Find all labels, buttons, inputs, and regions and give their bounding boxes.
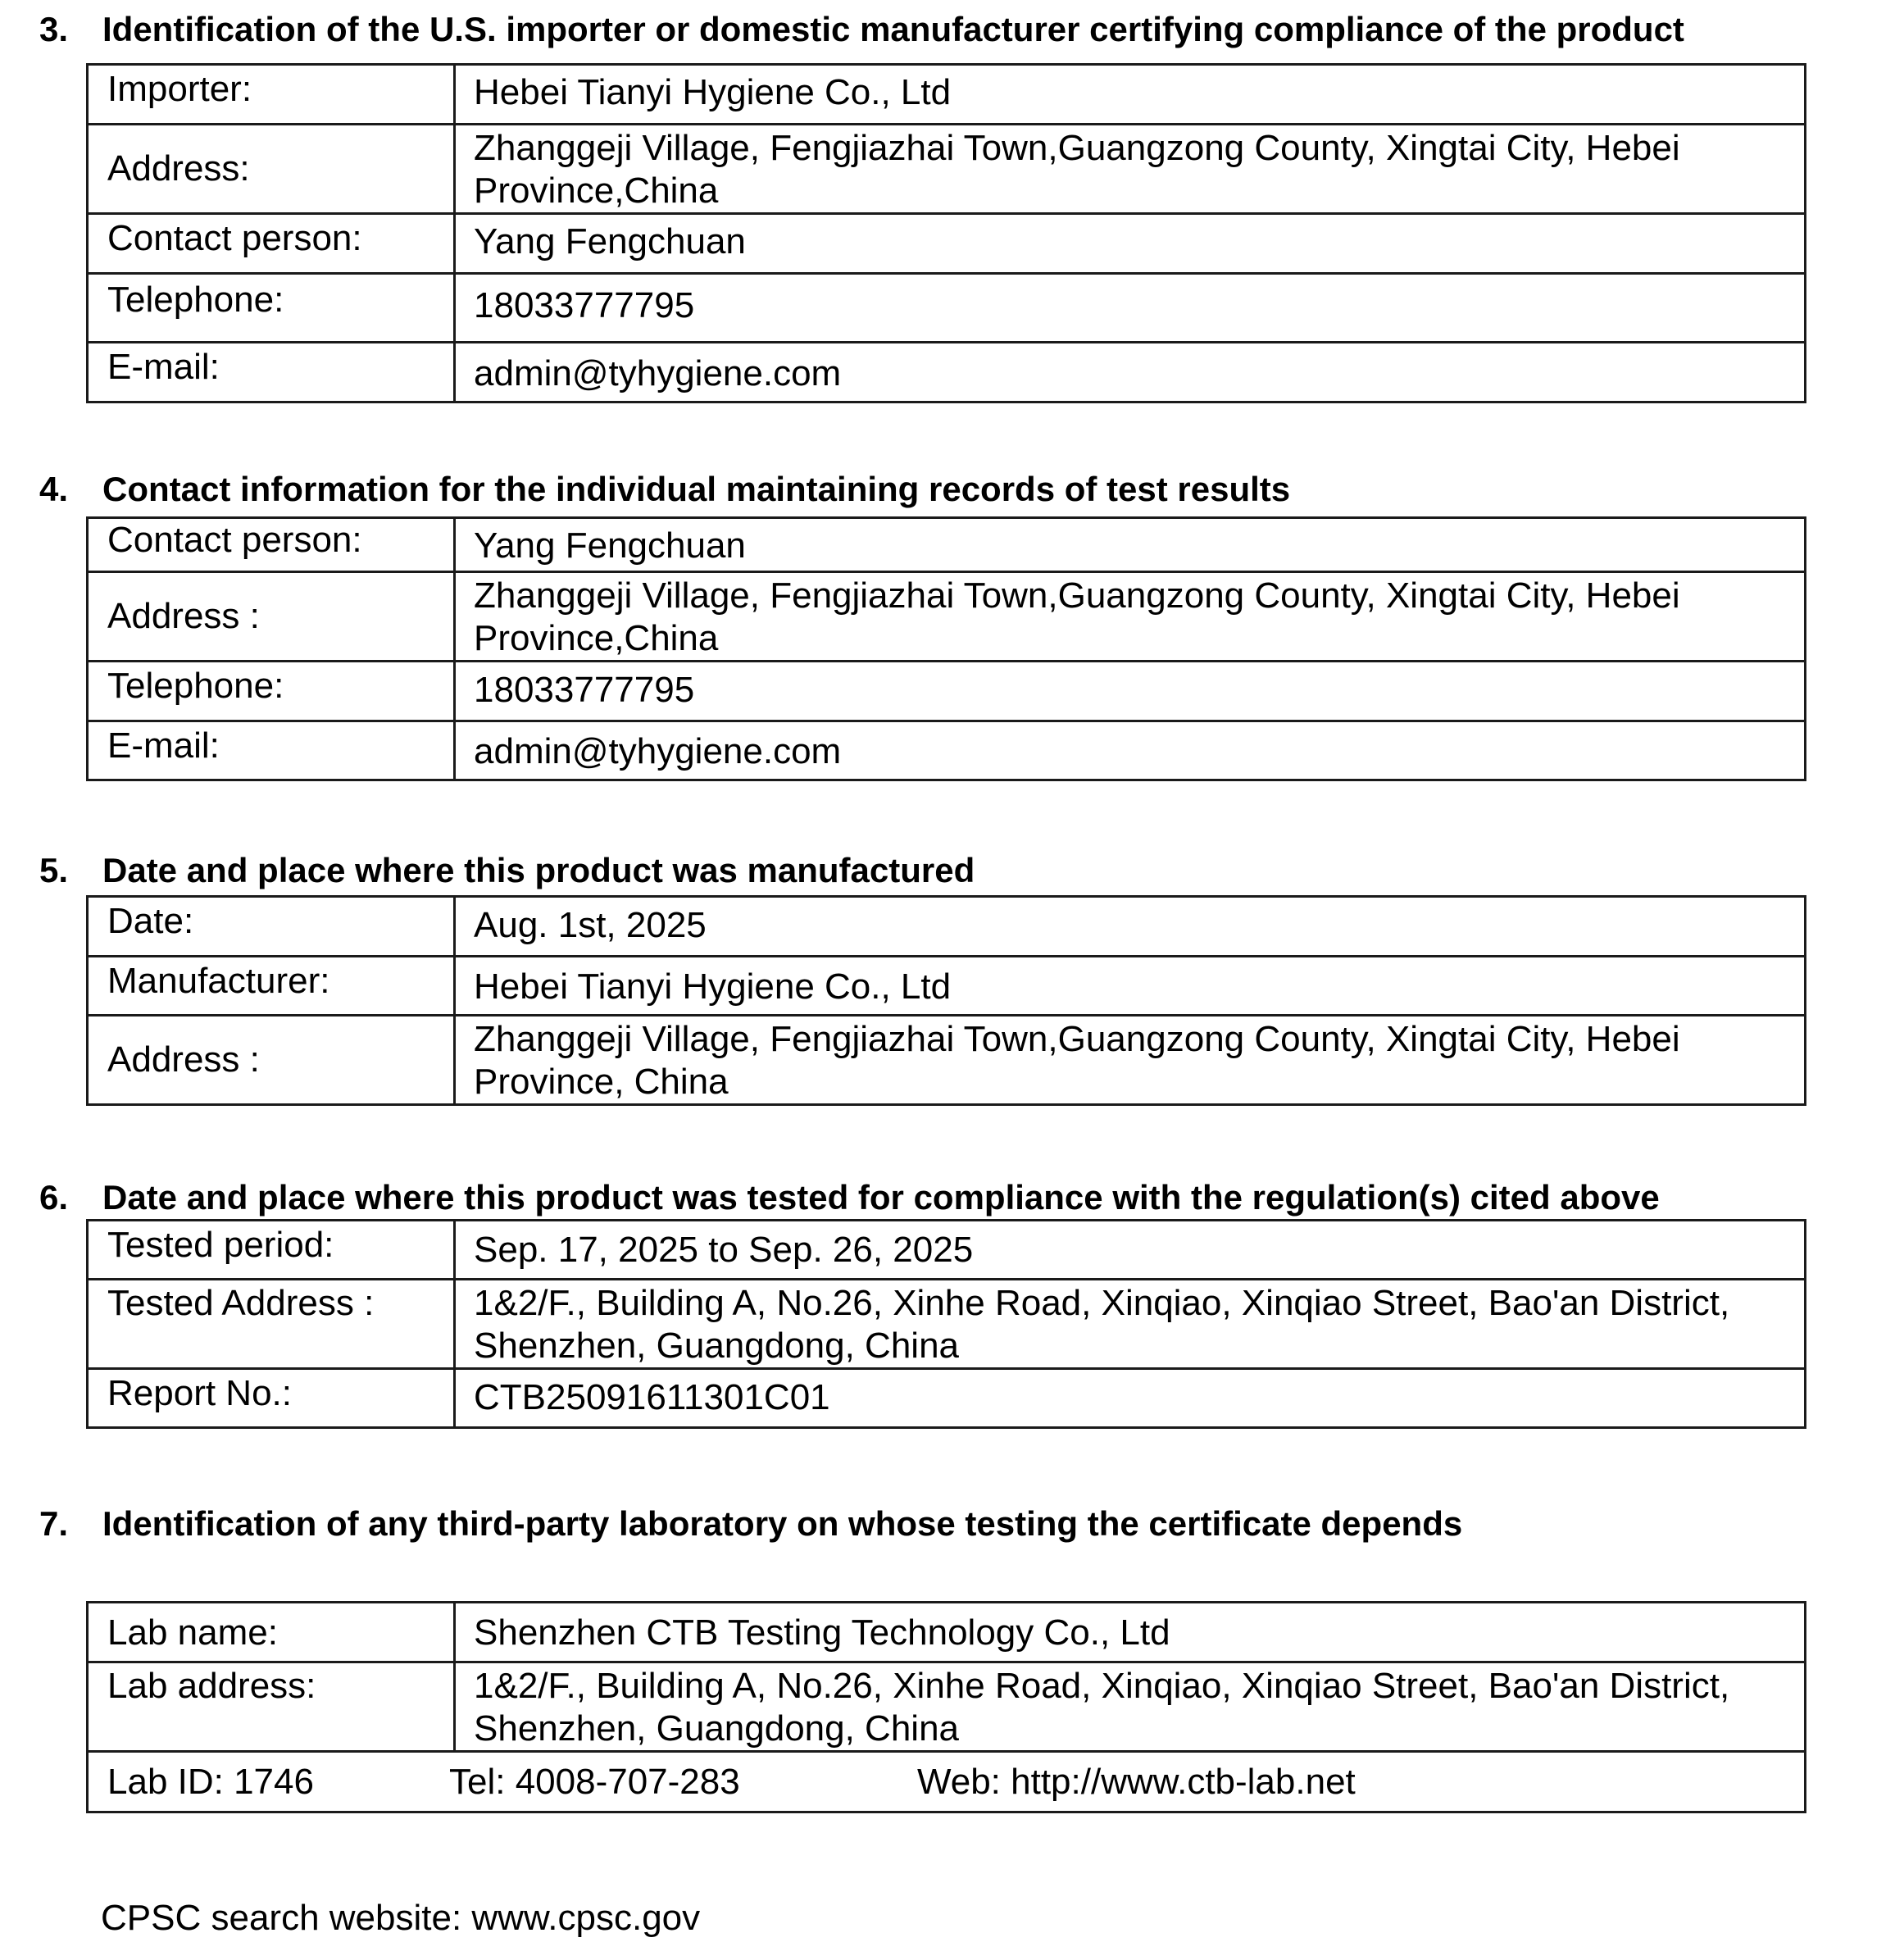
lab-web-link[interactable]: Web: http://www.ctb-lab.net <box>917 1762 1356 1802</box>
row-value: Yang Fengchuan <box>455 214 1806 274</box>
row-value: Yang Fengchuan <box>455 518 1806 572</box>
section-3-heading <box>39 9 1684 50</box>
row-label: Report No.: <box>88 1369 455 1428</box>
row-value: Aug. 1st, 2025 <box>455 897 1806 957</box>
row-label: Lab address: <box>88 1662 455 1752</box>
row-value: Hebei Tianyi Hygiene Co., Ltd <box>455 65 1806 125</box>
table-row <box>88 343 1806 402</box>
row-value: Zhanggeji Village, Fengjiazhai Town,Guangzong County, Xingtai City, Hebei Province, China <box>455 1016 1806 1105</box>
cpsc-search-website: CPSC search website: www.cpsc.gov <box>101 1898 701 1938</box>
section-title: Contact information for the individual maintaining records of test results <box>102 470 1291 508</box>
row-value: admin@tyhygiene.com <box>455 721 1806 780</box>
section-5-heading <box>39 850 975 891</box>
row-label: E-mail: <box>88 343 455 402</box>
table-row <box>88 957 1806 1016</box>
table-row <box>88 1369 1806 1428</box>
section-title: Identification of the U.S. importer or domestic manufacturer certifying compliance of the product <box>102 10 1684 48</box>
section-title: Date and place where this product was tested for compliance with the regulation(s) cited above <box>102 1178 1660 1217</box>
row-value: Zhanggeji Village, Fengjiazhai Town,Guangzong County, Xingtai City, Hebei Province,China <box>455 125 1806 214</box>
row-label: Lab name: <box>88 1603 455 1662</box>
table-row <box>88 1603 1806 1662</box>
table-row <box>88 897 1806 957</box>
table-row <box>88 721 1806 780</box>
row-label: Tested Address : <box>88 1280 455 1369</box>
row-value: CTB25091611301C01 <box>455 1369 1806 1428</box>
row-value: 18033777795 <box>455 662 1806 721</box>
row-label: Address: <box>88 125 455 214</box>
lab-info-cell <box>88 1752 1806 1812</box>
table-row <box>88 1280 1806 1369</box>
section-title: Date and place where this product was manufactured <box>102 851 975 889</box>
table-row <box>88 1662 1806 1752</box>
row-label: Importer: <box>88 65 455 125</box>
lab-info-row <box>88 1752 1806 1812</box>
row-label: Telephone: <box>88 274 455 343</box>
section-number: 3. <box>39 10 69 48</box>
section-4-heading <box>39 469 1290 510</box>
lab-table <box>86 1601 1806 1813</box>
section-number: 5. <box>39 851 69 889</box>
testing-table <box>86 1219 1806 1429</box>
lab-tel: Tel: 4008-707-283 <box>449 1762 740 1802</box>
table-row <box>88 1221 1806 1280</box>
row-value: Zhanggeji Village, Fengjiazhai Town,Guangzong County, Xingtai City, Hebei Province,China <box>455 572 1806 662</box>
records-contact-table <box>86 516 1806 781</box>
table-row <box>88 125 1806 214</box>
section-number: 6. <box>39 1178 69 1217</box>
row-value: 1&2/F., Building A, No.26, Xinhe Road, Xinqiao, Xinqiao Street, Bao'an District, Shenzhen, Guangdong, China <box>455 1280 1806 1369</box>
table-row <box>88 662 1806 721</box>
importer-table <box>86 63 1806 403</box>
lab-id: Lab ID: 1746 <box>107 1762 314 1802</box>
table-row <box>88 1016 1806 1105</box>
row-value: 1&2/F., Building A, No.26, Xinhe Road, Xinqiao, Xinqiao Street, Bao'an District, Shenzhen, Guangdong, China <box>455 1662 1806 1752</box>
row-label: Telephone: <box>88 662 455 721</box>
row-value: Hebei Tianyi Hygiene Co., Ltd <box>455 957 1806 1016</box>
section-7-heading <box>39 1503 1462 1544</box>
section-title: Identification of any third-party laboratory on whose testing the certificate depends <box>102 1504 1463 1543</box>
row-label: Contact person: <box>88 214 455 274</box>
row-label: Date: <box>88 897 455 957</box>
section-number: 7. <box>39 1504 69 1543</box>
row-value: Sep. 17, 2025 to Sep. 26, 2025 <box>455 1221 1806 1280</box>
row-label: Manufacturer: <box>88 957 455 1016</box>
table-row <box>88 214 1806 274</box>
section-number: 4. <box>39 470 69 508</box>
row-label: Tested period: <box>88 1221 455 1280</box>
row-label: E-mail: <box>88 721 455 780</box>
table-row <box>88 518 1806 572</box>
row-value: admin@tyhygiene.com <box>455 343 1806 402</box>
row-value: Shenzhen CTB Testing Technology Co., Ltd <box>455 1603 1806 1662</box>
table-row <box>88 274 1806 343</box>
row-value: 18033777795 <box>455 274 1806 343</box>
table-row <box>88 572 1806 662</box>
section-6-heading <box>39 1177 1660 1218</box>
row-label: Contact person: <box>88 518 455 572</box>
table-row <box>88 65 1806 125</box>
row-label: Address : <box>88 1016 455 1105</box>
manufacture-table <box>86 895 1806 1106</box>
row-label: Address : <box>88 572 455 662</box>
